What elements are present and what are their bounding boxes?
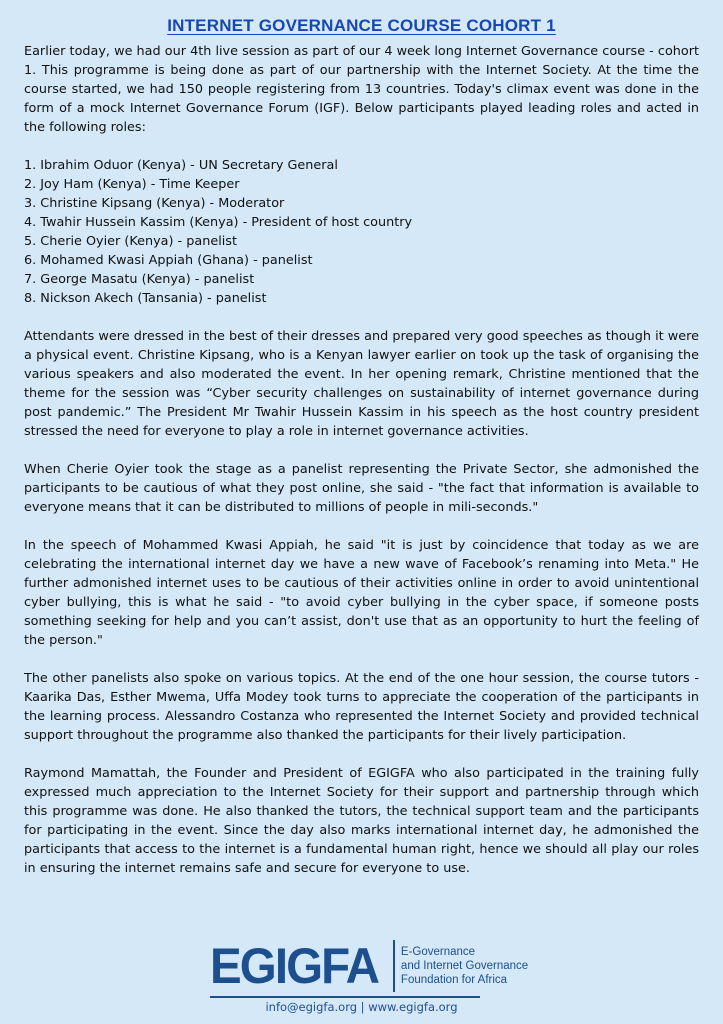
footer [0, 936, 723, 1024]
list-item: 5. Cherie Oyier (Kenya) - panelist [24, 234, 237, 249]
list-item: 6. Mohamed Kwasi Appiah (Ghana) - panelist [24, 253, 313, 268]
roles-list [24, 156, 699, 308]
list-item: 4. Twahir Hussein Kassim (Kenya) - President of host country [24, 215, 413, 230]
egigfa-logo [210, 940, 528, 992]
tagline-line: E-Governance [400, 946, 476, 958]
event-paragraph: Attendants were dressed in the best of their dresses and prepared very good speeches as though it were a physical event. Christine Kipsang, who is a Kenyan lawyer earlier on took up the task of organising the various speakers and also moderated the event. In her opening remark, Christine mentioned that the theme for the session was “Cyber security challenges on sustainability of internet governance during post pandemic.” The President Mr Twahir Hussein Kassim in his speech as the host country president stressed the need for everyone to play a role in internet governance activities. [24, 329, 699, 439]
cherie-paragraph: When Cherie Oyier took the stage as a panelist representing the Private Sector, she admonished the participants to be cautious of what they post online, she said - "the fact that information is available to everyone means that it can be distributed to millions of people in mili-seconds." [24, 462, 699, 515]
article-body [24, 42, 699, 878]
intro-paragraph: Earlier today, we had our 4th live session as part of our 4 week long Internet Governance course - cohort 1. This programme is being done as part of our partnership with the Internet Society. At the time the course started, we had 150 people registering from 13 countries. Today's climax event was done in the form of a mock Internet Governance Forum (IGF). Below participants played leading roles and acted in the following roles: [24, 44, 699, 135]
logo-tagline [401, 945, 528, 987]
founder-paragraph: Raymond Mamattah, the Founder and President of EGIGFA who also participated in the training fully expressed much appreciation to the Internet Society for their support and partnership through which this programme was done. He also thanked the tutors, the technical support team and the participants for participating in the event. Since the day also marks international internet day, he admonished the participants that access to the internet is a fundamental human right, hence we should all play our roles in ensuring the internet remains safe and secure for everyone to use. [24, 766, 699, 876]
appiah-paragraph: In the speech of Mohammed Kwasi Appiah, he said "it is just by coincidence that today as we are celebrating the international internet day we have a new wave of Facebook’s renaming into Meta." He further admonished internet uses to be cautious of their activities online in order to avoid unintentional cyber bullying, this is what he said - "to avoid cyber bullying in the cyber space, if someone posts something seeking for help and you can’t assist, don't use that as an opportunity to hurt the feeling of the person." [24, 538, 699, 648]
logo-divider [393, 940, 395, 992]
list-item: 2. Joy Ham (Kenya) - Time Keeper [24, 177, 240, 192]
list-item: 7. George Masatu (Kenya) - panelist [24, 272, 255, 287]
tagline-line: Foundation for Africa [400, 974, 508, 986]
contact-info: info@egigfa.org | www.egigfa.org [265, 1000, 458, 1014]
page-title: INTERNET GOVERNANCE COURSE COHORT 1 [167, 16, 556, 35]
logo-wordmark: EGIGFA [210, 938, 379, 994]
panelists-paragraph: The other panelists also spoke on various topics. At the end of the one hour session, the course tutors - Kaarika Das, Esther Mwema, Uffa Modey took turns to appreciate the cooperation of the participants in the learning process. Alessandro Costanza who represented the Internet Society and provided technical support throughout the programme also thanked the participants for their lively participation. [24, 671, 699, 743]
list-item: 3. Christine Kipsang (Kenya) - Moderator [24, 196, 285, 211]
tagline-line: and Internet Governance [400, 960, 529, 972]
footer-rule [210, 996, 480, 998]
list-item: 8. Nickson Akech (Tansania) - panelist [24, 291, 267, 306]
list-item: 1. Ibrahim Oduor (Kenya) - UN Secretary General [24, 158, 338, 173]
